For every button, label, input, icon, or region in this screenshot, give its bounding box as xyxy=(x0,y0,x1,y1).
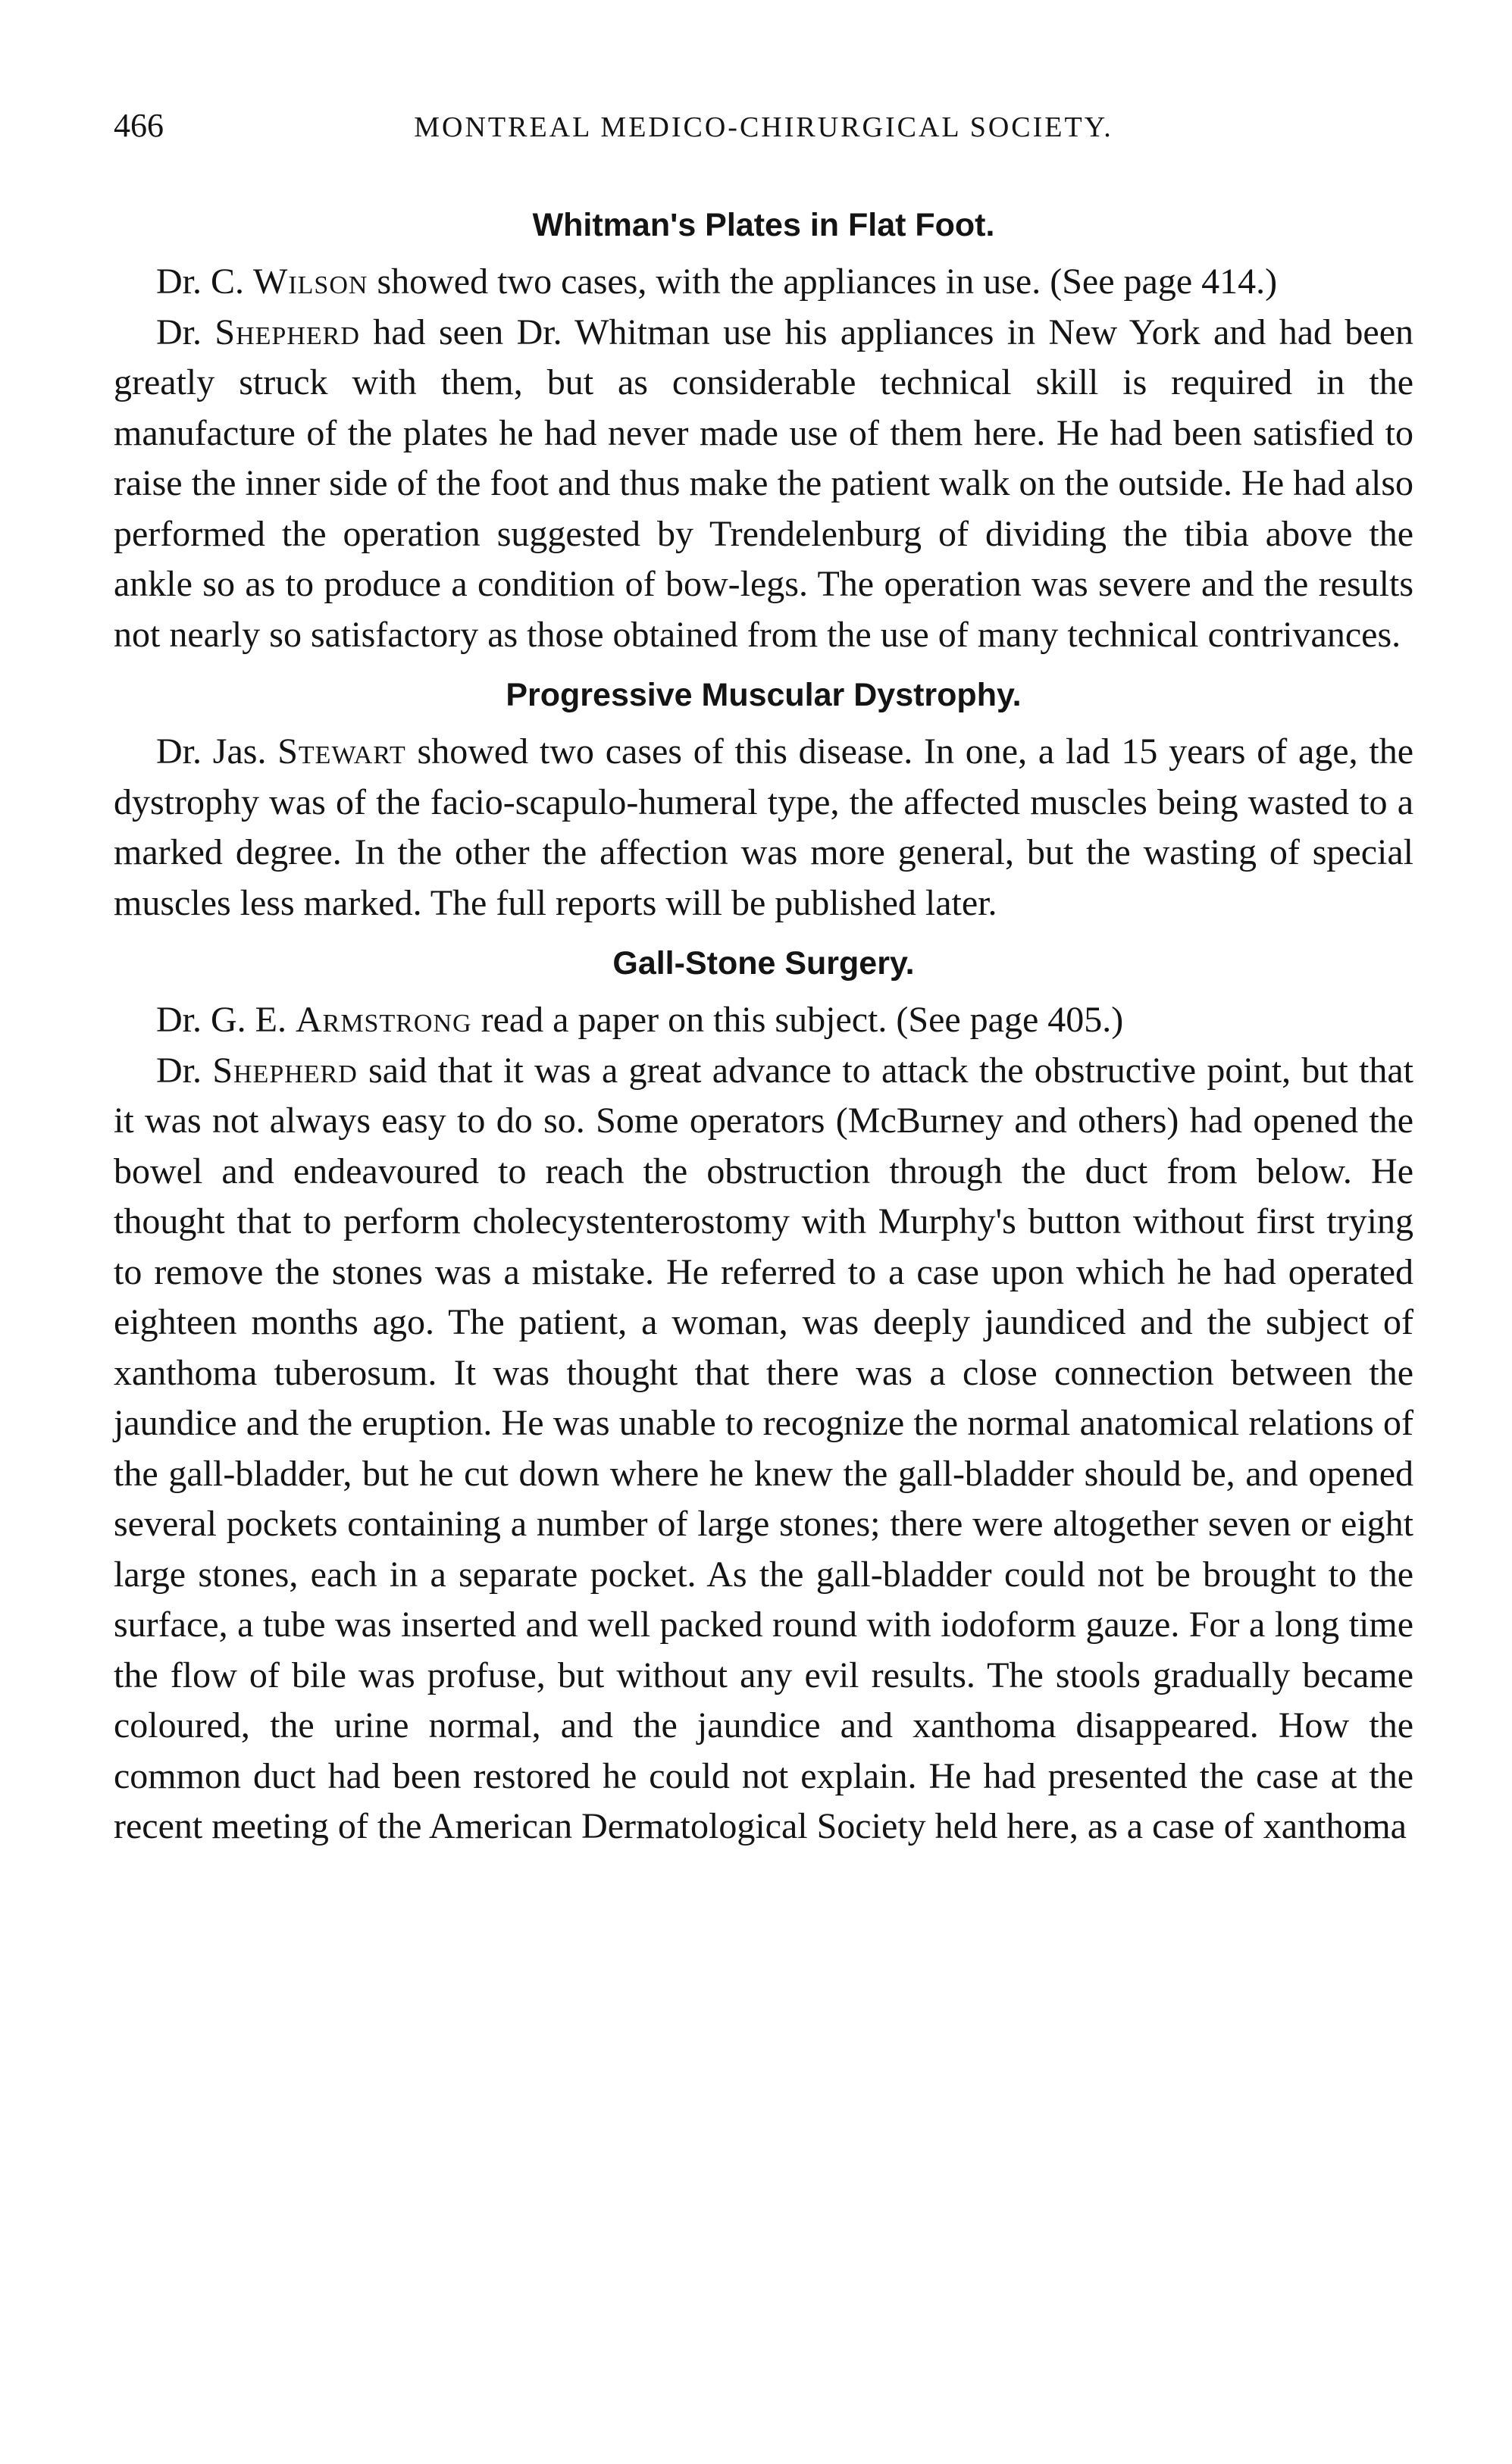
section-heading: Whitman's Plates in Flat Foot. xyxy=(532,207,995,243)
journal-page xyxy=(114,106,1413,1852)
speaker-prefix: Dr. G. E. xyxy=(156,1000,296,1040)
section-gap xyxy=(114,928,1413,939)
section-gall-stone-surgery xyxy=(114,939,1413,1852)
paragraph xyxy=(114,995,1413,1046)
paragraph-text: had seen Dr. Whitman use his appliances in New York and had been greatly struck with them, but as considerable technical skill is required in the manufacture of the plates he had never made use of them here. He had been satisfied to raise the inner side of the foot and thus make the patient walk on the outside. He had also performed the operation suggested by Trendelenburg of dividing the tibia above the ankle so as to produce a condition of bow-legs. The operation was severe and the results not nearly so satisfactory as those obtained from the use of many technical contrivances. xyxy=(114,312,1414,655)
section-whitmans-plates xyxy=(114,201,1413,660)
paragraph-text: said that it was a great advance to attack the obstructive point, but that it was not always easy to do so. Some operators (McBurney and others) had opened the bowel and endeavoured to reach the obstruction through the duct from below. He thought that to perform cholecystenterostomy with Murphy's button without first trying to remove the stones was a mistake. He referred to a case upon which he had operated eighteen months ago. The patient, a woman, was deeply jaundiced and the subject of xanthoma tuberosum. It was thought that there was a close connection between the jaundice and the eruption. He was unable to recognize the normal anatomical relations of the gall-bladder, but he cut down where he knew the gall-bladder should be, and opened several pockets containing a number of large stones; there were altogether seven or eight large stones, each in a separate pocket. As the gall-bladder could not be brought to the surface, a tube was inserted and well packed round with iodoform gauze. For a long time the flow of bile was profuse, but without any evil results. The stools gradually became coloured, the urine normal, and the jaundice and xanthoma disappeared. How the common duct had been restored he could not explain. He had presented the case at the recent meeting of the American Dermatological Society held here, as a case of xanthoma xyxy=(114,1050,1413,1846)
speaker-prefix: Dr. C. xyxy=(156,261,254,302)
journal-title: MONTREAL MEDICO-CHIRURGICAL SOCIETY. xyxy=(414,111,1113,143)
paragraph xyxy=(114,308,1413,661)
paragraph-text: read a paper on this subject. (See page 405.) xyxy=(471,1000,1124,1040)
speaker-prefix: Dr. xyxy=(156,312,215,352)
running-head xyxy=(114,106,1413,159)
section-muscular-dystrophy xyxy=(114,671,1413,928)
speaker-name: Wilson xyxy=(253,261,368,302)
speaker-name: Shepherd xyxy=(212,1050,358,1091)
speaker-name: Stewart xyxy=(277,731,406,772)
paragraph-text: showed two cases of this disease. In one, a lad 15 years of age, the dystrophy was of the facio-scapulo-humeral type, the affected muscles being wasted to a marked degree. In the other the affection was more general, but the wasting of special muscles less marked. The full reports will be published later. xyxy=(114,731,1413,923)
section-gap xyxy=(114,660,1413,671)
paragraph xyxy=(114,1046,1413,1852)
speaker-name: Shepherd xyxy=(214,312,360,352)
paragraph xyxy=(114,257,1413,308)
page-number: 466 xyxy=(114,107,164,144)
section-heading: Progressive Muscular Dystrophy. xyxy=(506,677,1022,713)
speaker-prefix: Dr. Jas. xyxy=(156,731,278,772)
speaker-name: Armstrong xyxy=(295,1000,472,1040)
paragraph-text: showed two cases, with the appliances in use. (See page 414.) xyxy=(368,261,1278,302)
paragraph xyxy=(114,727,1413,928)
speaker-prefix: Dr. xyxy=(156,1050,213,1091)
section-heading: Gall-Stone Surgery. xyxy=(612,945,915,982)
